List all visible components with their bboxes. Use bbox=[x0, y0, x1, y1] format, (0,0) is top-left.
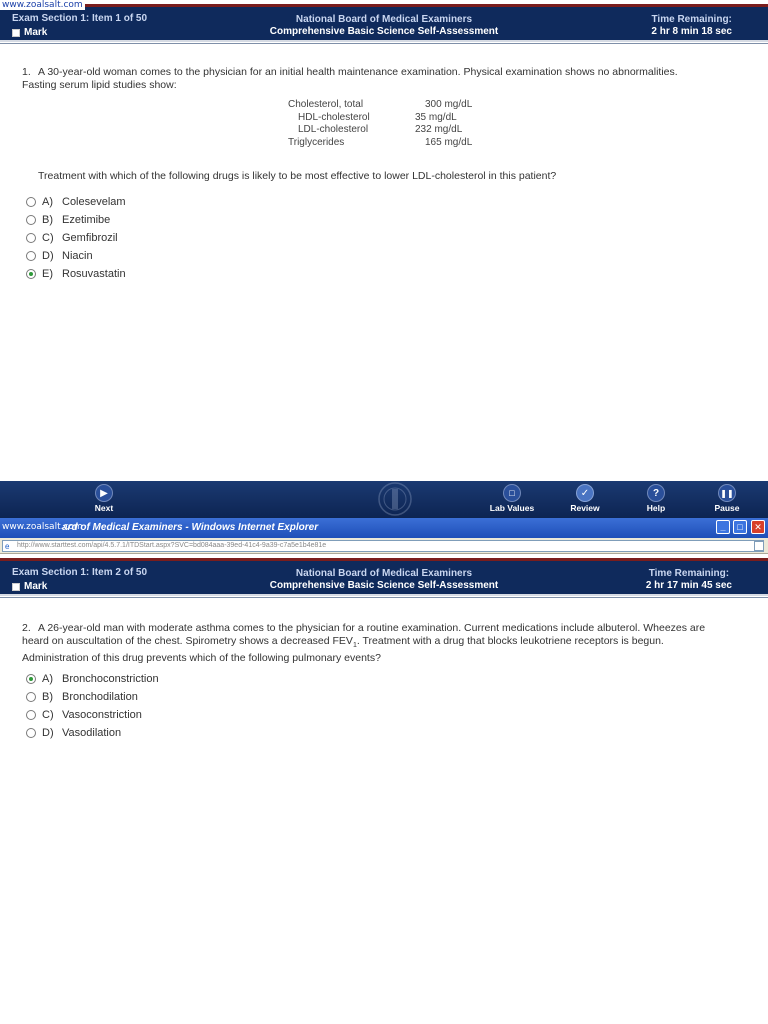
question-number: 1. bbox=[22, 66, 31, 78]
answer-option[interactable] bbox=[26, 211, 126, 229]
lab-name: Triglycerides bbox=[288, 136, 345, 148]
time-remaining-value: 2 hr 8 min 18 sec bbox=[651, 26, 732, 37]
radio-button[interactable] bbox=[26, 233, 36, 243]
answer-options-1 bbox=[26, 193, 126, 283]
option-text: Colesevelam bbox=[62, 196, 126, 208]
option-letter: C) bbox=[42, 232, 54, 244]
lab-name: Cholesterol, total bbox=[288, 99, 364, 110]
question-2 bbox=[22, 622, 712, 665]
org-name: National Board of Medical Examiners bbox=[295, 14, 473, 25]
url-text: http://www.starttest.com/api/4.5.7.1/ITDStart.aspx?SVC=bd084aaa-39ed-41c4-9a39-c7a5e1b4e81e bbox=[17, 542, 327, 549]
address-bar bbox=[0, 538, 768, 554]
help-button[interactable] bbox=[631, 484, 681, 513]
radio-button[interactable] bbox=[26, 692, 36, 702]
radio-button-selected[interactable] bbox=[26, 674, 36, 684]
question-mark-icon: ? bbox=[647, 484, 665, 502]
option-text: Vasodilation bbox=[62, 727, 122, 739]
lab-row bbox=[288, 137, 505, 150]
radio-button[interactable] bbox=[26, 215, 36, 225]
exam-header-2 bbox=[0, 558, 768, 594]
answer-option[interactable] bbox=[26, 670, 159, 688]
answer-option[interactable] bbox=[26, 265, 126, 283]
answer-option[interactable] bbox=[26, 229, 126, 247]
item-counter: Exam Section 1: Item 2 of 50 bbox=[12, 567, 148, 578]
answer-option[interactable] bbox=[26, 724, 159, 742]
maximize-icon[interactable]: □ bbox=[733, 520, 747, 534]
exam-title: Comprehensive Basic Science Self-Assessment bbox=[269, 580, 499, 591]
header-divider bbox=[0, 594, 768, 596]
option-text: Bronchodilation bbox=[62, 691, 138, 703]
option-letter: D) bbox=[42, 250, 54, 262]
lab-row bbox=[288, 112, 505, 125]
lab-value: 165 mg/dL bbox=[425, 136, 473, 148]
checkmark-icon: ✓ bbox=[576, 484, 594, 502]
review-button[interactable] bbox=[560, 484, 610, 513]
lab-value: 232 mg/dL bbox=[415, 124, 463, 135]
fev-subscript: 1 bbox=[352, 642, 357, 650]
lab-values-button[interactable] bbox=[487, 484, 537, 513]
option-letter: B) bbox=[42, 214, 53, 226]
exam-title: Comprehensive Basic Science Self-Assessment bbox=[269, 26, 499, 37]
question-text: A 26-year-old man with moderate asthma comes to the physician for a routine examination. Current medications include albuterol. Wheezes are heard on auscultation of the chest. Spirometry shows a decreased FEV bbox=[22, 622, 706, 647]
pause-label: Pause bbox=[714, 503, 740, 513]
play-icon: ▶ bbox=[95, 484, 113, 502]
lab-flask-icon: □ bbox=[503, 484, 521, 502]
answer-options-2 bbox=[26, 670, 159, 742]
watermark-text: www.zoalsalt.com bbox=[2, 522, 83, 532]
option-text: Vasoconstriction bbox=[62, 709, 142, 721]
nbme-seal-icon bbox=[360, 481, 430, 518]
option-letter: A) bbox=[42, 673, 53, 685]
option-letter: D) bbox=[42, 727, 54, 739]
refresh-icon[interactable] bbox=[754, 541, 764, 551]
url-field[interactable] bbox=[2, 540, 764, 552]
time-remaining-value: 2 hr 17 min 45 sec bbox=[645, 580, 732, 591]
question-prompt: Treatment with which of the following drugs is likely to be most effective to lower LDL-cholesterol in this patient? bbox=[38, 170, 557, 182]
window-title: ard of Medical Examiners - Windows Internet Explorer bbox=[62, 522, 319, 533]
ie-logo-icon: e bbox=[5, 542, 10, 551]
org-name: National Board of Medical Examiners bbox=[295, 568, 473, 579]
header-divider bbox=[0, 40, 768, 42]
answer-option[interactable] bbox=[26, 706, 159, 724]
time-remaining-label: Time Remaining: bbox=[651, 14, 732, 25]
lab-name: LDL-cholesterol bbox=[298, 124, 369, 135]
radio-button[interactable] bbox=[26, 197, 36, 207]
question-stem bbox=[22, 622, 712, 665]
option-letter: B) bbox=[42, 691, 53, 703]
time-remaining-label: Time Remaining: bbox=[648, 568, 730, 579]
option-letter: E) bbox=[42, 268, 53, 280]
mark-label: Mark bbox=[24, 27, 48, 38]
watermark-text: www.zoalsalt.com bbox=[2, 0, 83, 10]
option-text: Gemfibrozil bbox=[62, 232, 118, 244]
lab-value: 300 mg/dL bbox=[425, 99, 473, 110]
close-icon[interactable]: ✕ bbox=[751, 520, 765, 534]
item-counter: Exam Section 1: Item 1 of 50 bbox=[12, 13, 148, 24]
exam-nav-bar bbox=[0, 481, 768, 518]
question-text-cont: . Treatment with a drug that blocks leukotriene receptors is begun. Administration of this drug prevents which of the following pulmonary events? bbox=[22, 635, 664, 665]
radio-button[interactable] bbox=[26, 251, 36, 261]
review-label: Review bbox=[570, 503, 600, 513]
option-letter: C) bbox=[42, 709, 54, 721]
question-stem bbox=[22, 66, 682, 92]
lab-name: HDL-cholesterol bbox=[298, 111, 370, 123]
lab-table bbox=[288, 99, 505, 149]
option-text: Ezetimibe bbox=[62, 214, 111, 226]
question-number: 2. bbox=[22, 622, 31, 634]
header-divider bbox=[0, 43, 768, 44]
lab-value: 35 mg/dL bbox=[415, 111, 457, 123]
pause-button[interactable] bbox=[702, 484, 752, 513]
answer-option[interactable] bbox=[26, 193, 126, 211]
radio-button-selected[interactable] bbox=[26, 269, 36, 279]
header-divider bbox=[0, 597, 768, 598]
option-text: Bronchoconstriction bbox=[62, 673, 159, 685]
answer-option[interactable] bbox=[26, 688, 159, 706]
mark-label: Mark bbox=[24, 581, 48, 592]
ie-title-bar[interactable] bbox=[0, 518, 768, 538]
answer-option[interactable] bbox=[26, 247, 126, 265]
lab-values-label: Lab Values bbox=[489, 503, 535, 513]
question-text: A 30-year-old woman comes to the physician for an initial health maintenance examination. Physical examination shows no abnormalities. Fasting serum lipid studies show: bbox=[22, 66, 678, 91]
pause-icon: ❚❚ bbox=[718, 484, 736, 502]
lab-row bbox=[288, 124, 505, 137]
radio-button[interactable] bbox=[26, 710, 36, 720]
next-label: Next bbox=[94, 503, 114, 513]
minimize-icon[interactable]: _ bbox=[716, 520, 730, 534]
exam-header-1 bbox=[0, 4, 768, 40]
next-button[interactable] bbox=[79, 484, 129, 513]
radio-button[interactable] bbox=[26, 728, 36, 738]
question-1 bbox=[22, 66, 682, 92]
option-letter: A) bbox=[42, 196, 53, 208]
option-text: Niacin bbox=[62, 250, 93, 262]
help-label: Help bbox=[646, 503, 666, 513]
lab-row bbox=[288, 99, 505, 112]
option-text: Rosuvastatin bbox=[62, 268, 126, 280]
